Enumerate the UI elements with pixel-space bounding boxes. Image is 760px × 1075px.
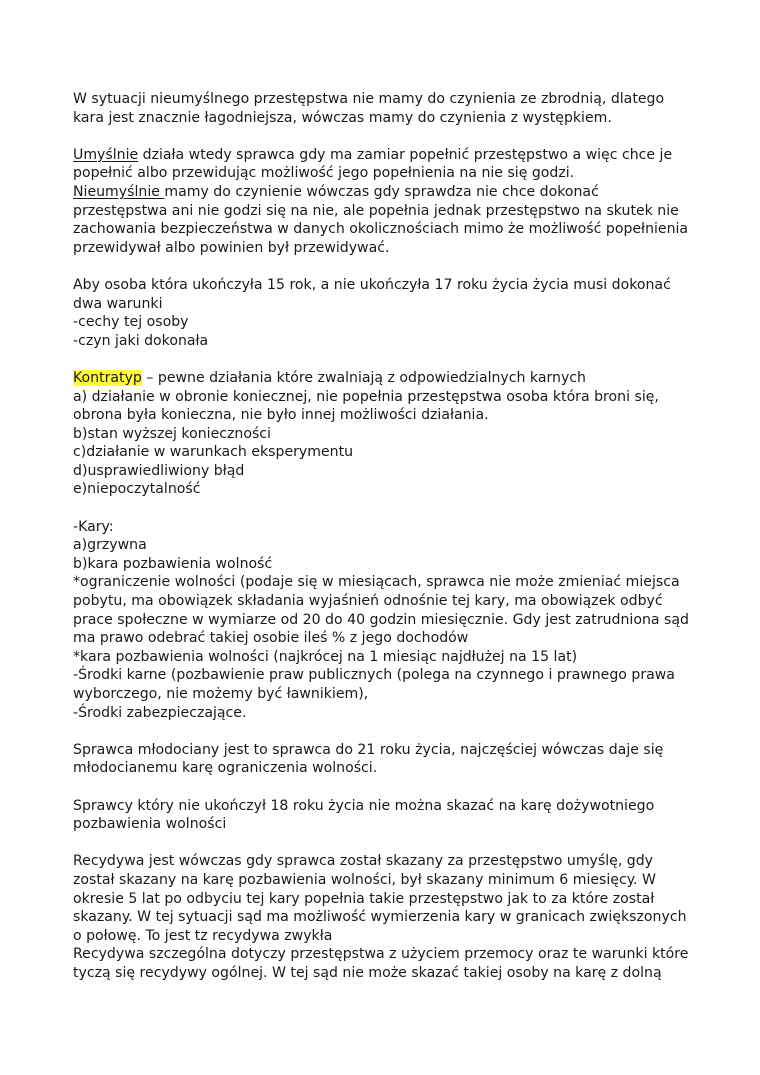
text-line bbox=[73, 146, 703, 165]
text-line: kara jest znacznie łagodniejsza, wówczas mamy do czynienia z występkiem. bbox=[73, 109, 612, 126]
document-page bbox=[73, 90, 703, 983]
text-line: Recydywa jest wówczas gdy sprawca został skazany za przestępstwo umyślę, gdy bbox=[73, 853, 654, 870]
text-line: przewidywał albo powinien był przewidywać. bbox=[73, 239, 390, 256]
text-line: e)niepoczytalność bbox=[73, 481, 201, 498]
text-line bbox=[73, 369, 703, 388]
term-umyslnie: Umyślnie bbox=[73, 146, 139, 163]
text-line: popełnić albo przewidując możliwość jego popełnienia na nie się godzi. bbox=[73, 165, 575, 182]
text-line: został skazany na karę pozbawienia wolności, był skazany minimum 6 miesięcy. W bbox=[73, 871, 656, 888]
text-line: -Kary: bbox=[73, 518, 114, 535]
paragraph-juvenile-offender bbox=[73, 741, 703, 778]
text-segment: – pewne działania które zwalniają z odpowiedzialnych karnych bbox=[141, 369, 586, 386]
text-line: młodocianemu karę ograniczenia wolności. bbox=[73, 760, 378, 777]
text-line: -Środki zabezpieczające. bbox=[73, 704, 247, 721]
blank-line bbox=[73, 834, 703, 853]
blank-line bbox=[73, 499, 703, 518]
text-line: ma prawo odebrać takiej osobie ileś % z jego dochodów bbox=[73, 630, 469, 647]
text-line: -cechy tej osoby bbox=[73, 314, 189, 331]
text-line: Aby osoba która ukończyła 15 rok, a nie ukończyła 17 roku życia życia musi dokonać bbox=[73, 276, 671, 293]
text-line: *kara pozbawienia wolności (najkrócej na 1 miesiąc najdłużej na 15 lat) bbox=[73, 648, 578, 665]
text-line: dwa warunki bbox=[73, 295, 163, 312]
term-nieumyslnie: Nieumyślnie bbox=[73, 183, 165, 200]
paragraph-age-conditions bbox=[73, 276, 703, 350]
text-line: Sprawca młodociany jest to sprawca do 21 roku życia, najczęściej wówczas daje się bbox=[73, 741, 664, 758]
text-line: wyborczego, nie możemy być ławnikiem), bbox=[73, 686, 369, 702]
text-line: tyczą się recydywy ogólnej. W tej sąd nie może skazać takiej osoby na karę z dolną bbox=[73, 964, 662, 981]
text-line: *ograniczenie wolności (podaje się w miesiącach, sprawca nie może zmieniać miejsca bbox=[73, 574, 680, 591]
text-line: -czyn jaki dokonała bbox=[73, 332, 209, 349]
text-segment: działa wtedy sprawca gdy ma zamiar popełnić przestępstwo a więc chce je bbox=[138, 146, 673, 163]
text-line: pozbawienia wolności bbox=[73, 816, 227, 833]
text-line: prace społeczne w wymiarze od 20 do 40 godzin miesięcznie. Gdy jest zatrudniona sąd bbox=[73, 611, 689, 628]
paragraph-kontratyp bbox=[73, 369, 703, 499]
blank-line bbox=[73, 350, 703, 369]
text-line bbox=[73, 183, 703, 202]
paragraph-penalties bbox=[73, 518, 703, 723]
paragraph-unintentional-crime bbox=[73, 90, 703, 127]
text-line: a)grzywna bbox=[73, 537, 147, 554]
paragraph-intent-definitions bbox=[73, 146, 703, 258]
term-kontratyp-highlighted: Kontratyp bbox=[73, 369, 142, 386]
text-line: -Środki karne (pozbawienie praw publicznych (polega na czynnego i prawnego prawa bbox=[73, 667, 675, 684]
blank-line bbox=[73, 127, 703, 146]
text-line: Recydywa szczególna dotyczy przestępstwa z użyciem przemocy oraz te warunki które bbox=[73, 946, 689, 963]
text-line: o połowę. To jest tz recydywa zwykła bbox=[73, 927, 333, 944]
paragraph-recidivism bbox=[73, 852, 703, 982]
blank-line bbox=[73, 722, 703, 741]
text-line: W sytuacji nieumyślnego przestępstwa nie mamy do czynienia ze zbrodnią, dlatego bbox=[73, 91, 665, 107]
blank-line bbox=[73, 257, 703, 276]
blank-line bbox=[73, 778, 703, 797]
text-line: przestępstwa ani nie godzi się na nie, ale popełnia jednak przestępstwo na skutek nie bbox=[73, 202, 679, 219]
text-segment: mamy do czynienie wówczas gdy sprawdza nie chce dokonać bbox=[164, 183, 599, 200]
text-line: okresie 5 lat po odbyciu tej kary popełnia takie przestępstwo jak to za które został bbox=[73, 890, 655, 907]
text-line: a) działanie w obronie koniecznej, nie popełnia przestępstwa osoba która broni się, bbox=[73, 388, 659, 405]
text-line: Sprawcy który nie ukończył 18 roku życia nie można skazać na karę dożywotniego bbox=[73, 797, 655, 814]
text-line: skazany. W tej sytuacji sąd ma możliwość wymierzenia kary w granicach zwiększonych bbox=[73, 909, 687, 926]
text-line: b)stan wyższej konieczności bbox=[73, 425, 271, 442]
text-line: c)działanie w warunkach eksperymentu bbox=[73, 444, 354, 461]
text-line: pobytu, ma obowiązek składania wyjaśnień odnośnie tej kary, ma obowiązek odbyć bbox=[73, 593, 663, 610]
text-line: d)usprawiedliwiony błąd bbox=[73, 462, 245, 479]
paragraph-life-sentence bbox=[73, 797, 703, 834]
text-line: zachowania bezpieczeństwa w danych okolicznościach mimo że możliwość popełnienia bbox=[73, 221, 689, 238]
text-line: obrona była konieczna, nie było innej możliwości działania. bbox=[73, 407, 489, 424]
text-line: b)kara pozbawienia wolność bbox=[73, 555, 273, 572]
